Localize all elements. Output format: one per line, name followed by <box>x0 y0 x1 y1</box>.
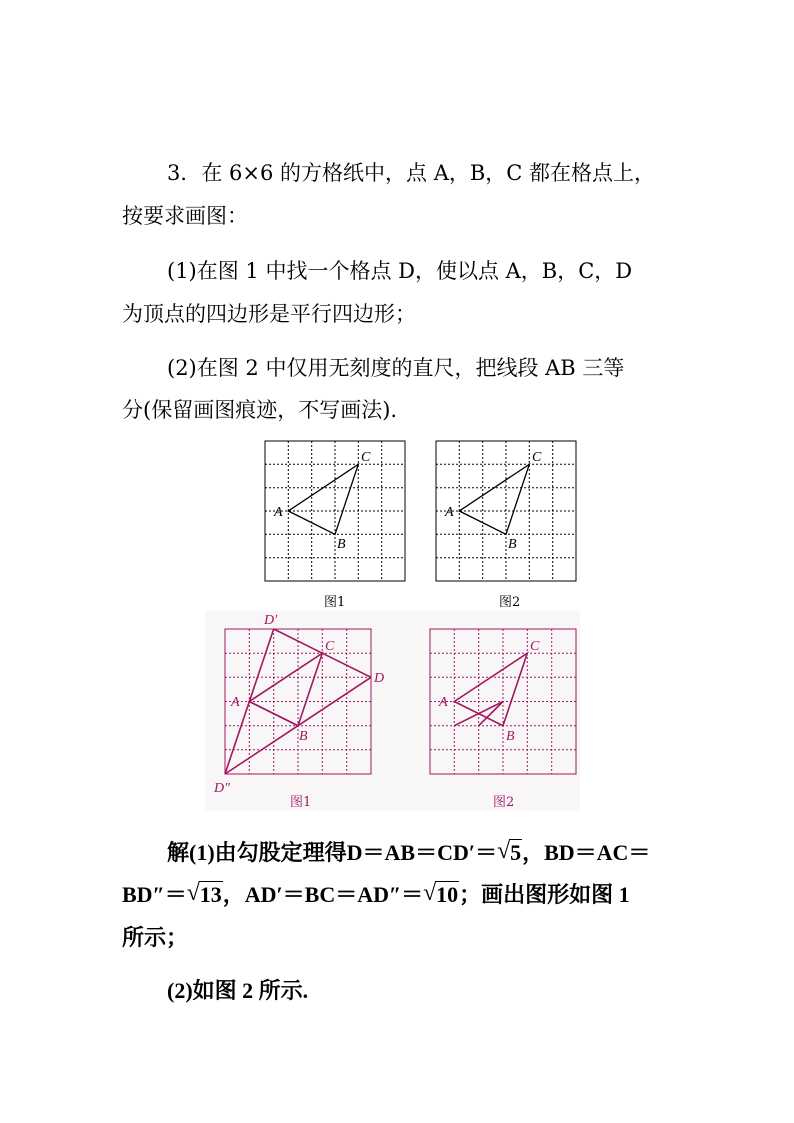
bottom-fig1-label-D: D <box>374 671 385 686</box>
solution-line2-prefix: BD″＝ <box>122 882 187 907</box>
solution-line-3: 所示； <box>122 925 189 950</box>
sqrt-13-value: 13 <box>199 882 222 907</box>
bottom-fig1-label-Dprime: D′ <box>264 613 278 628</box>
problem-line-3: (1)在图 1 中找一个格点 D，使以点 A，B，C，D <box>167 259 633 283</box>
top-fig1-label-B: B <box>337 537 346 552</box>
top-fig2-label-C: C <box>532 450 542 465</box>
solution-line2-mid: ，AD′＝BC＝AD″＝ <box>222 882 424 907</box>
top-fig2-caption: 图2 <box>499 595 521 610</box>
solution-line1-suffix: ，BD＝AC＝ <box>522 840 651 865</box>
problem-line-1: 3．在 6×6 的方格纸中，点 A，B，C 都在格点上， <box>167 161 656 185</box>
solution-line1-mid: D＝AB＝CD′＝ <box>346 840 498 865</box>
bottom-fig2-label-C: C <box>530 639 540 654</box>
top-fig1-label-C: C <box>361 450 371 465</box>
top-fig1-caption: 图1 <box>324 595 346 610</box>
sqrt-10-value: 10 <box>436 882 459 907</box>
bottom-fig1-label-C: C <box>325 639 335 654</box>
top-fig2-label-A: A <box>445 505 454 520</box>
sqrt-5-value: 5 <box>510 840 522 865</box>
top-fig1-grid <box>265 441 405 581</box>
top-fig1-label-A: A <box>274 505 283 520</box>
bottom-fig1-label-Ddoubleprime: D″ <box>214 781 230 796</box>
bottom-fig1-label-B: B <box>299 729 308 744</box>
bottom-fig2-caption: 图2 <box>493 795 515 810</box>
solution-line1-prefix: 解(1)由勾股定理得 <box>167 840 347 865</box>
solution-line-4: (2)如图 2 所示. <box>167 978 309 1003</box>
problem-line-2: 按要求画图： <box>122 204 248 228</box>
solution-line-2 <box>122 882 630 908</box>
bottom-fig2-label-B: B <box>506 729 515 744</box>
top-fig2-triangle <box>459 464 529 534</box>
bottom-panel-bg <box>205 611 580 811</box>
bottom-fig1-caption: 图1 <box>290 795 312 810</box>
bottom-fig1-label-A: A <box>231 695 240 710</box>
top-fig2-grid <box>436 441 576 581</box>
top-fig1-triangle <box>288 464 358 534</box>
solution-line2-suffix: ；画出图形如图 1 <box>459 882 630 907</box>
bottom-fig2-label-A: A <box>439 695 448 710</box>
top-fig2-label-B: B <box>508 537 517 552</box>
sqrt-10: √ 10 <box>423 880 459 907</box>
problem-line-6: 分(保留画图痕迹，不写画法). <box>122 398 398 422</box>
problem-line-4: 为顶点的四边形是平行四边形； <box>122 302 416 326</box>
sqrt-5: √ 5 <box>497 838 522 865</box>
sqrt-13: √ 13 <box>186 880 222 907</box>
problem-line-5: (2)在图 2 中仅用无刻度的直尺，把线段 AB 三等 <box>167 356 625 380</box>
solution-line-1 <box>167 840 650 866</box>
